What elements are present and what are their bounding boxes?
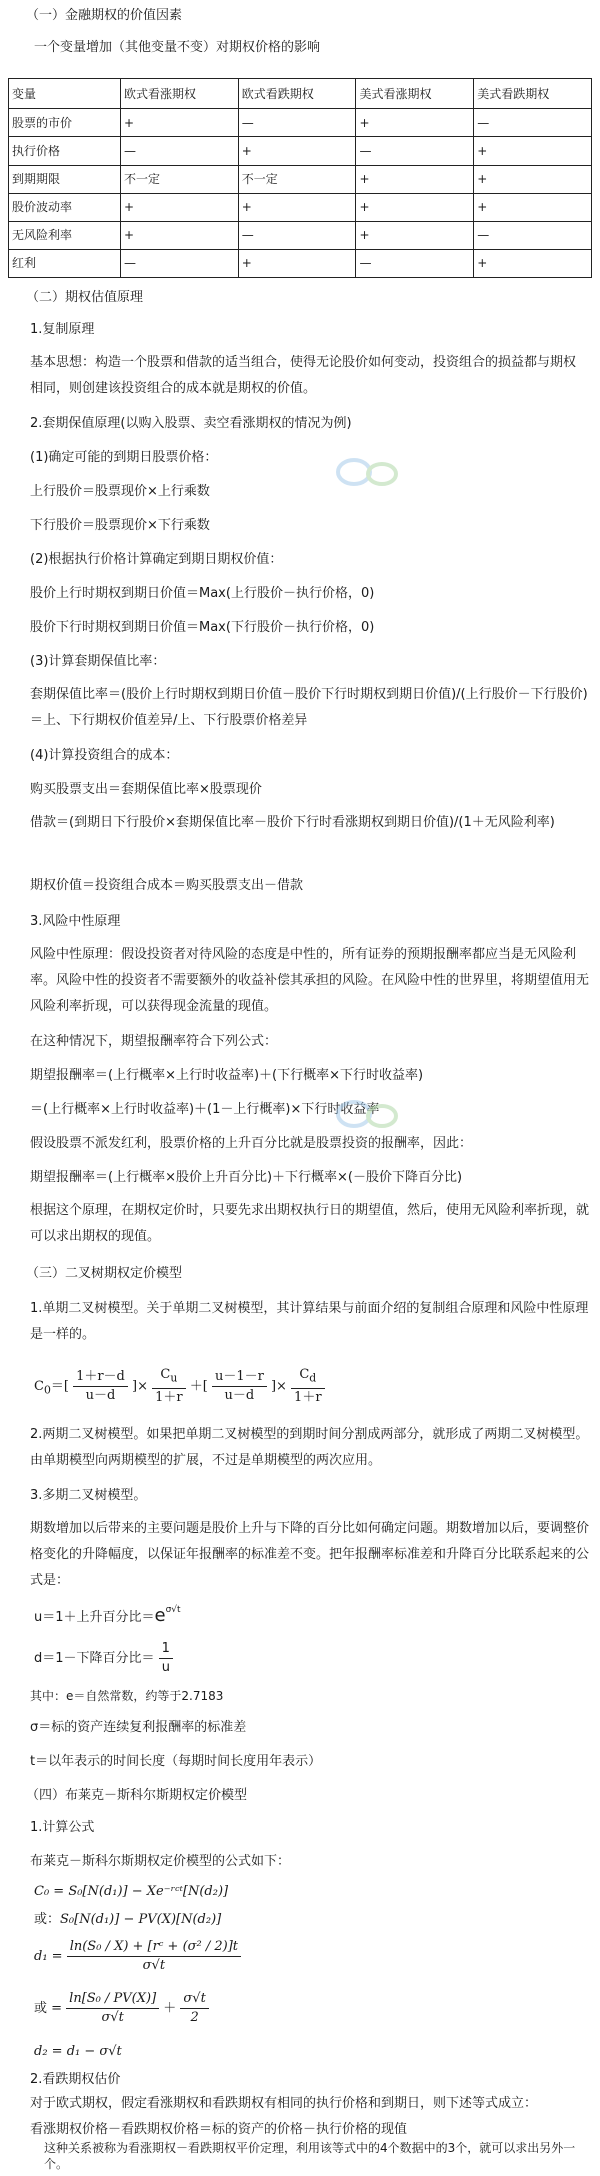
table-cell: + <box>120 221 238 249</box>
table-cell: 红利 <box>9 249 121 277</box>
u-exponent-base: e <box>154 1605 166 1626</box>
table-cell: 股票的市价 <box>9 109 121 137</box>
expected-return-formula-1: 期望报酬率＝(上行概率×上行时收益率)＋(下行概率×下行时收益率) <box>30 1068 424 1083</box>
d1-formula <box>34 1938 241 1975</box>
section-4-heading: （四）布莱克－斯科尔斯期权定价模型 <box>26 1788 248 1803</box>
bs-call-formula-alt <box>34 1910 221 1930</box>
fraction-numerator: $C_u$ <box>152 1366 186 1389</box>
fraction-numerator: 1 <box>159 1640 173 1659</box>
where-sigma: σ＝标的资产连续复利报酬率的标准差 <box>30 1720 247 1735</box>
single-period-text: 1.单期二叉树模型。关于单期二叉树模型，其计算结果与前面介绍的复制组合原理和风险中性原理是一样的。 <box>30 1301 589 1342</box>
table-cell: + <box>356 193 474 221</box>
table-cell: — <box>120 249 238 277</box>
fraction-denominator: 1＋r <box>155 1389 183 1405</box>
table-header-row <box>9 79 592 109</box>
table-cell: 股价波动率 <box>9 193 121 221</box>
formula-lhs: C <box>34 1378 44 1394</box>
table-cell: — <box>238 109 356 137</box>
multi-period-title: 3.多期二叉树模型。 <box>30 1488 147 1503</box>
fraction-numerator: ln(S₀ / X) + [rᶜ + (σ² / 2)]t <box>67 1938 241 1957</box>
table-cell: + <box>238 137 356 165</box>
hedge-title: 2.套期保值原理(以购入股票、卖空看涨期权的情况为例) <box>30 416 352 431</box>
fraction-denominator: σ√t <box>101 2010 124 2025</box>
risk-neutral-title: 3.风险中性原理 <box>30 914 121 929</box>
put-valuation-title: 2.看跌期权估价 <box>30 2072 121 2087</box>
table-header-cell: 美式看涨期权 <box>356 79 474 109</box>
table-cell: — <box>238 221 356 249</box>
fraction-denominator: u－d <box>224 1387 255 1403</box>
table-header-cell: 变量 <box>9 79 121 109</box>
section-3-heading: （三）二叉树期权定价模型 <box>26 1266 183 1281</box>
table-cell: + <box>356 109 474 137</box>
fraction-denominator: 2 <box>190 2010 199 2025</box>
table-cell: — <box>356 137 474 165</box>
u-formula <box>34 1600 181 1628</box>
fraction-denominator: 1＋r <box>294 1389 322 1405</box>
stock-purchase-formula: 购买股票支出＝套期保值比率×股票现价 <box>30 782 262 797</box>
table-header-cell: 欧式看跌期权 <box>238 79 356 109</box>
table-row <box>9 249 592 277</box>
table-cell: 不一定 <box>120 165 238 193</box>
multi-period-text: 期数增加以后带来的主要问题是股价上升与下降的百分比如何确定问题。期数增加以后，要调整价格变化的升降幅度，以保证年报酬率的标准差不变。把年报酬率标准差和升降百分比联系起来的公式是： <box>30 1521 590 1588</box>
section-1-subheading: 一个变量增加（其他变量不变）对期权价格的影响 <box>34 40 321 55</box>
d1-alt-tail-fraction <box>180 1990 208 2027</box>
table-cell: — <box>356 249 474 277</box>
value-factors-table <box>8 78 592 278</box>
fraction-numerator: $C_d$ <box>291 1366 325 1389</box>
hedge-step-1-down: 下行股价＝股票现价×下行乘数 <box>30 518 210 533</box>
fraction-numerator: u－1－r <box>212 1368 267 1387</box>
table-row <box>9 221 592 249</box>
put-call-parity: 看涨期权价格－看跌期权价格＝标的资产的价格－执行价格的现值 <box>30 2122 408 2137</box>
expected-return-formula-2: ＝(上行概率×上行时收益率)＋(1－上行概率)×下行时收益率 <box>30 1102 380 1117</box>
risk-neutral-text: 风险中性原理：假设投资者对待风险的态度是中性的，所有证券的预期报酬率都应当是无风险利率。风险中性的投资者不需要额外的收益补偿其承担的风险。在风险中性的世界里，将期望值用无风险利率折现，可以获得现金流量的现值。 <box>30 947 590 1014</box>
table-cell: — <box>120 137 238 165</box>
replication-text: 基本思想：构造一个股票和借款的适当组合，使得无论股价如何变动，投资组合的损益都与期权相同，则创建该投资组合的成本就是期权的价值。 <box>30 355 577 396</box>
fraction-denominator: σ√t <box>142 1958 166 1973</box>
hedge-step-1: (1)确定可能的到期日股票价格： <box>30 450 218 465</box>
table-cell: 到期期限 <box>9 165 121 193</box>
two-period-text: 2.两期二叉树模型。如果把单期二叉树模型的到期时间分割成两部分，就形成了两期二叉树模型。由单期模型向两期模型的扩展，不过是单期模型的两次应用。 <box>30 1427 589 1468</box>
table-cell: 无风险利率 <box>9 221 121 249</box>
u-formula-text: u＝1＋上升百分比＝ <box>34 1610 155 1625</box>
table-cell: + <box>356 221 474 249</box>
d2-formula <box>34 2042 122 2062</box>
table-cell: + <box>120 193 238 221</box>
d-formula-text: d＝1－下降百分比＝ <box>34 1651 155 1666</box>
borrowing-formula: 借款＝(到期日下行股价×套期保值比率－股价下行时看涨期权到期日价值)/(1＋无风险利率) <box>30 815 555 830</box>
fraction-down-probability <box>212 1368 267 1405</box>
no-dividend-assumption: 假设股票不派发红利，股票价格的上升百分比就是股票投资的报酬率，因此： <box>30 1136 473 1151</box>
watermark-logo-icon <box>332 1094 406 1134</box>
formula-lhs-sub: 0 <box>43 1383 51 1397</box>
calc-formula-intro: 布莱克－斯科尔斯期权定价模型的公式如下： <box>30 1854 291 1869</box>
table-cell: — <box>474 109 592 137</box>
expected-return-formula-3: 期望报酬率＝(上行概率×股价上升百分比)＋下行概率×(－股价下降百分比) <box>30 1170 463 1185</box>
d2-formula-text: d₂ = d₁ − σ√t <box>34 2044 122 2059</box>
table-cell: + <box>474 165 592 193</box>
table-row <box>9 165 592 193</box>
table-cell: 不一定 <box>238 165 356 193</box>
table-cell: + <box>474 137 592 165</box>
section-1-heading: （一）金融期权的价值因素 <box>26 8 183 23</box>
watermark-logo-icon <box>332 452 406 492</box>
table-cell: + <box>474 249 592 277</box>
where-e: 其中：e＝自然常数，约等于2.7183 <box>30 1689 224 1703</box>
put-valuation-text: 对于欧式期权，假定看涨期权和看跌期权有相同的执行价格和到期日，则下述等式成立： <box>30 2096 538 2111</box>
or-label: 或： <box>34 1912 61 1927</box>
calc-formula-title: 1.计算公式 <box>30 1820 95 1835</box>
replication-title: 1.复制原理 <box>30 322 95 337</box>
d1-fraction <box>67 1938 241 1975</box>
fraction-up-probability <box>73 1368 128 1405</box>
bs-call-formula <box>34 1882 228 1902</box>
section-2-heading: （二）期权估值原理 <box>26 290 144 305</box>
d1-formula-alt: 或 = $\frac{\text{ln[S₀ / PV(X)]}}{\sigma√t}$ ＋ $\frac{\sigma√t}{2}$ <box>34 1990 209 2027</box>
u-exponent: σ√t <box>165 1605 181 1615</box>
bs-call-alt-text: S₀[N(d₁)] − PV(X)[N(d₂)] <box>60 1912 222 1927</box>
fraction-numerator: σ√t <box>180 1990 208 2009</box>
bs-call-formula-text: C₀ = S₀[N(d₁)] − Xe⁻ʳᶜᵗ[N(d₂)] <box>34 1884 229 1899</box>
fraction-numerator: ln[S₀ / PV(X)] <box>66 1990 159 2009</box>
table-cell: — <box>474 221 592 249</box>
table-header-cell: 欧式看涨期权 <box>120 79 238 109</box>
d1-lhs: d₁ = <box>34 1949 63 1964</box>
hedge-step-4: (4)计算投资组合的成本： <box>30 748 179 763</box>
where-t: t＝以年表示的时间长度（每期时间长度用年表示） <box>30 1754 322 1769</box>
hedge-step-2-down: 股价下行时期权到期日价值＝Max(下行股价－执行价格，0) <box>30 620 375 635</box>
fraction-cu <box>152 1366 186 1407</box>
table-cell: + <box>474 193 592 221</box>
d-formula <box>34 1640 173 1677</box>
table-cell: + <box>120 109 238 137</box>
table-cell: + <box>238 193 356 221</box>
hedge-step-1-up: 上行股价＝股票现价×上行乘数 <box>30 484 210 499</box>
fraction-numerator: 1＋r－d <box>73 1368 128 1387</box>
table-cell: + <box>356 165 474 193</box>
risk-neutral-conclusion: 根据这个原理，在期权定价时，只要先求出期权执行日的期望值，然后，使用无风险利率折现，就可以求出期权的现值。 <box>30 1203 590 1244</box>
risk-neutral-condition: 在这种情况下，期望报酬率符合下列公式： <box>30 1034 278 1049</box>
option-value-formula: 期权价值＝投资组合成本＝购买股票支出－借款 <box>30 878 304 893</box>
single-period-formula: $C_0=$[ $\frac{1+r-d}{u-d}$ ]× $\frac{C_u}{1+r}$ ＋[ $\frac{u-1-r}{u-d}$ ]× $\frac{C_d}{1+r}$ <box>34 1366 325 1407</box>
fraction-denominator: u－d <box>85 1387 116 1403</box>
or-label: 或 = <box>34 2001 63 2016</box>
hedge-step-2: (2)根据执行价格计算确定到期日期权价值： <box>30 552 283 567</box>
fraction-cd <box>291 1366 325 1407</box>
fraction-denominator: u <box>161 1660 170 1675</box>
hedge-step-2-up: 股价上行时期权到期日价值＝Max(上行股价－执行价格，0) <box>30 586 375 601</box>
table-header-cell: 美式看跌期权 <box>474 79 592 109</box>
table-row <box>9 137 592 165</box>
hedge-ratio-formula: 套期保值比率＝(股价上行时期权到期日价值－股价下行时期权到期日价值)/(上行股价－下行股价)＝上、下行期权价值差异/上、下行股票价格差异 <box>30 687 588 728</box>
table-cell: + <box>238 249 356 277</box>
d-fraction <box>159 1640 173 1677</box>
table-cell: 执行价格 <box>9 137 121 165</box>
table-row <box>9 109 592 137</box>
parity-note: 这种关系被称为看涨期权－看跌期权平价定理，利用该等式中的4个数据中的3个，就可以求出另外一个。 <box>44 2141 576 2171</box>
hedge-step-3: (3)计算套期保值比率： <box>30 654 166 669</box>
table-row <box>9 193 592 221</box>
d1-alt-fraction <box>66 1990 159 2027</box>
